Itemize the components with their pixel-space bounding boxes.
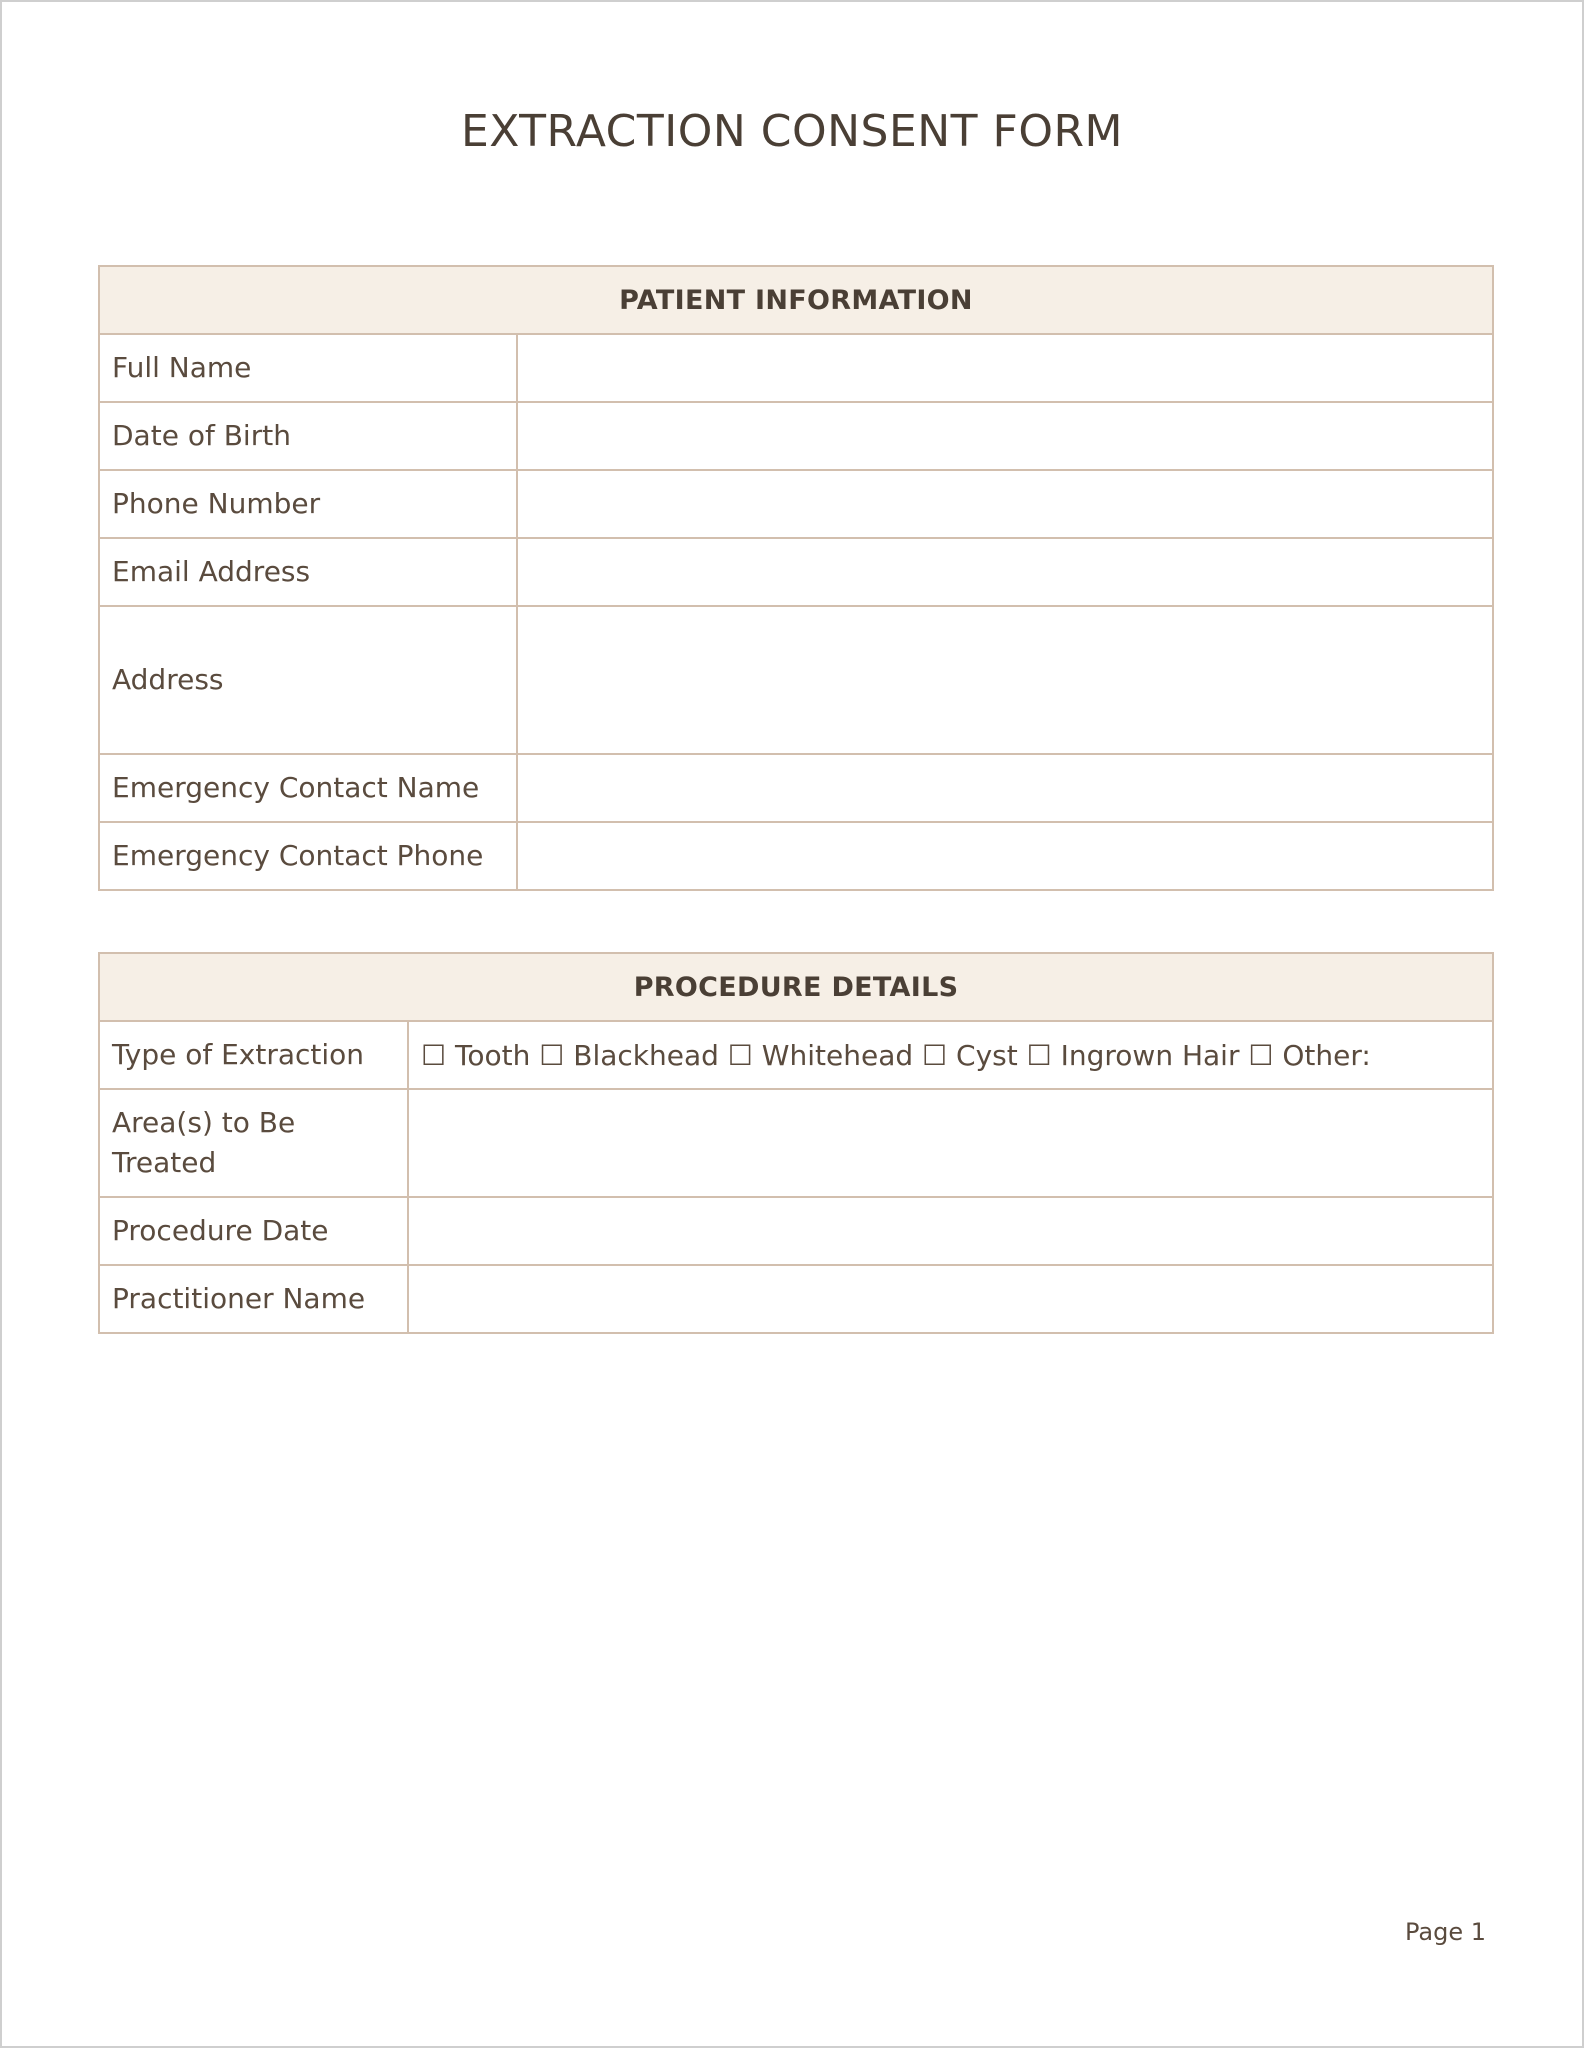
table-row [99,334,1493,402]
email-address-field[interactable] [517,538,1493,606]
date-of-birth-label: Date of Birth [99,402,517,470]
page-title: EXTRACTION CONSENT FORM [460,106,1124,157]
page-number: Page 1 [1405,1918,1486,1946]
full-name-field[interactable] [517,334,1493,402]
table-row [99,1197,1493,1265]
emergency-contact-phone-label: Emergency Contact Phone [99,822,517,890]
table-row [99,1021,1493,1089]
emergency-contact-name-field[interactable] [517,754,1493,822]
full-name-label: Full Name [99,334,517,402]
procedure-date-label: Procedure Date [99,1197,408,1265]
table-row [99,470,1493,538]
email-address-label: Email Address [99,538,517,606]
phone-number-field[interactable] [517,470,1493,538]
areas-to-be-treated-field[interactable] [408,1089,1493,1197]
table-row [99,402,1493,470]
table-row [99,1089,1493,1197]
practitioner-name-field[interactable] [408,1265,1493,1333]
procedure-details-header: PROCEDURE DETAILS [99,953,1493,1021]
practitioner-name-label: Practitioner Name [99,1265,408,1333]
areas-to-be-treated-label: Area(s) to Be Treated [99,1089,408,1197]
table-row [99,1265,1493,1333]
phone-number-label: Phone Number [99,470,517,538]
emergency-contact-name-label: Emergency Contact Name [99,754,517,822]
extraction-type-options[interactable]: ☐ Tooth ☐ Blackhead ☐ Whitehead ☐ Cyst ☐ Ingrown Hair ☐ Other: [408,1021,1493,1089]
patient-information-header: PATIENT INFORMATION [99,266,1493,334]
table-row [99,754,1493,822]
emergency-contact-phone-field[interactable] [517,822,1493,890]
patient-information-table [98,265,1494,891]
table-row [99,538,1493,606]
table-row [99,606,1493,754]
table-row [99,822,1493,890]
date-of-birth-field[interactable] [517,402,1493,470]
address-field[interactable] [517,606,1493,754]
address-label: Address [99,606,517,754]
type-of-extraction-label: Type of Extraction [99,1021,408,1089]
procedure-date-field[interactable] [408,1197,1493,1265]
procedure-details-table [98,952,1494,1334]
